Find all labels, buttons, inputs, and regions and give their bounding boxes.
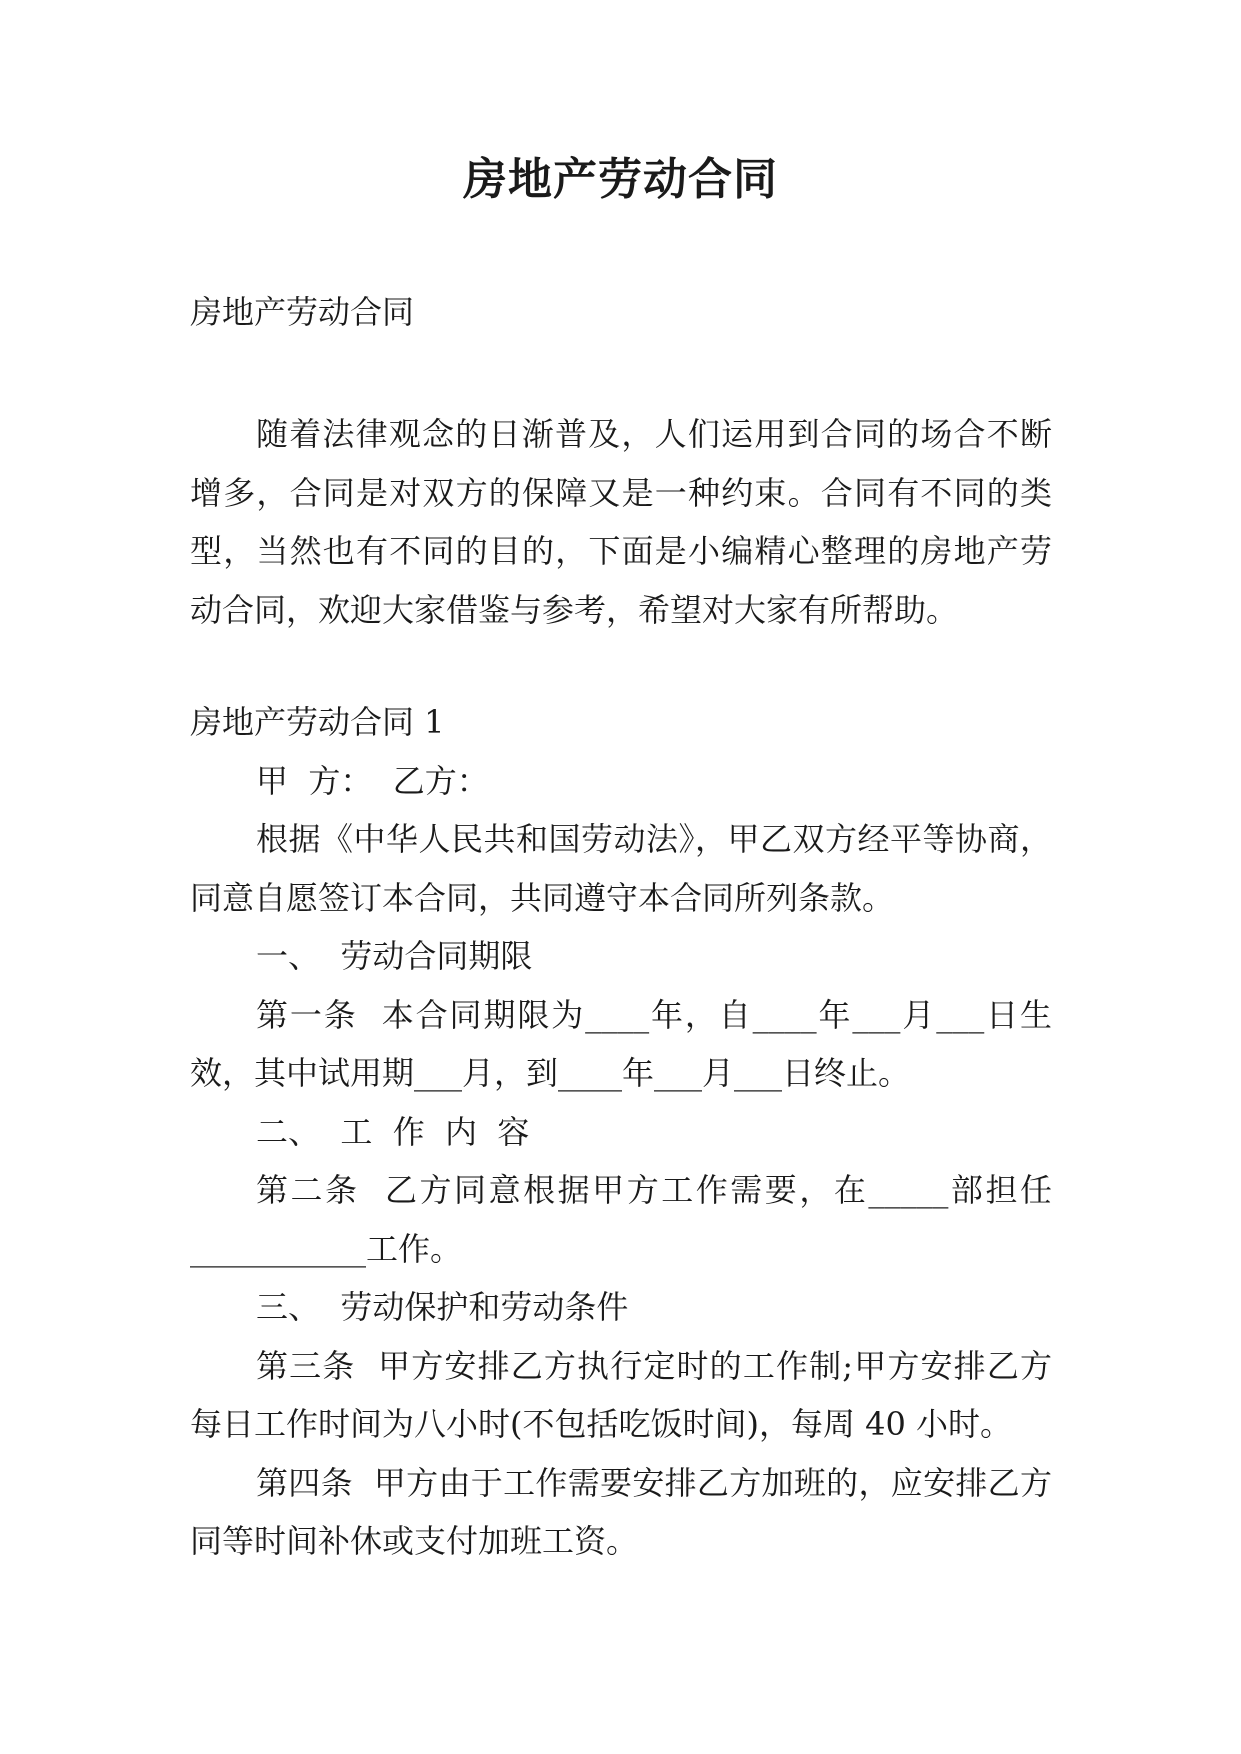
article-3: 第三条 甲方安排乙方执行定时的工作制;甲方安排乙方每日工作时间为八小时(不包括吃饭时间)，每周 40 小时。 [190, 1346, 1052, 1443]
contract-parties: 甲 方： 乙方： [256, 761, 489, 800]
contract-basis-paragraph: 根据《中华人民共和国劳动法》，甲乙双方经平等协商，同意自愿签订本合同，共同遵守本合同所列条款。 [190, 820, 1052, 917]
section-title-work-content: 二、 工 作 内 容 [256, 1112, 530, 1151]
section-title-labor-protection: 三、 劳动保护和劳动条件 [256, 1288, 629, 1326]
intro-paragraph: 随着法律观念的日渐普及，人们运用到合同的场合不断增多，合同是对双方的保障又是一种约束。合同有不同的类型，当然也有不同的目的，下面是小编精心整理的房地产劳动合同，欢迎大家借鉴与参考，希望对大家有所帮助。 [190, 415, 1052, 629]
contract-heading: 房地产劳动合同 1 [190, 703, 445, 741]
document-title: 房地产劳动合同 [463, 154, 778, 205]
article-2: 第二条 乙方同意根据甲方工作需要，在_____部担任___________工作。 [190, 1171, 1052, 1268]
document-subtitle: 房地产劳动合同 [190, 293, 415, 331]
contract-section [190, 693, 1052, 1571]
article-1: 第一条 本合同期限为____年，自____年___月___日生效，其中试用期___月，到____年___月___日终止。 [190, 995, 1052, 1092]
section-title-term: 一、 劳动合同期限 [256, 937, 533, 975]
article-4: 第四条 甲方由于工作需要安排乙方加班的，应安排乙方同等时间补休或支付加班工资。 [190, 1463, 1052, 1560]
